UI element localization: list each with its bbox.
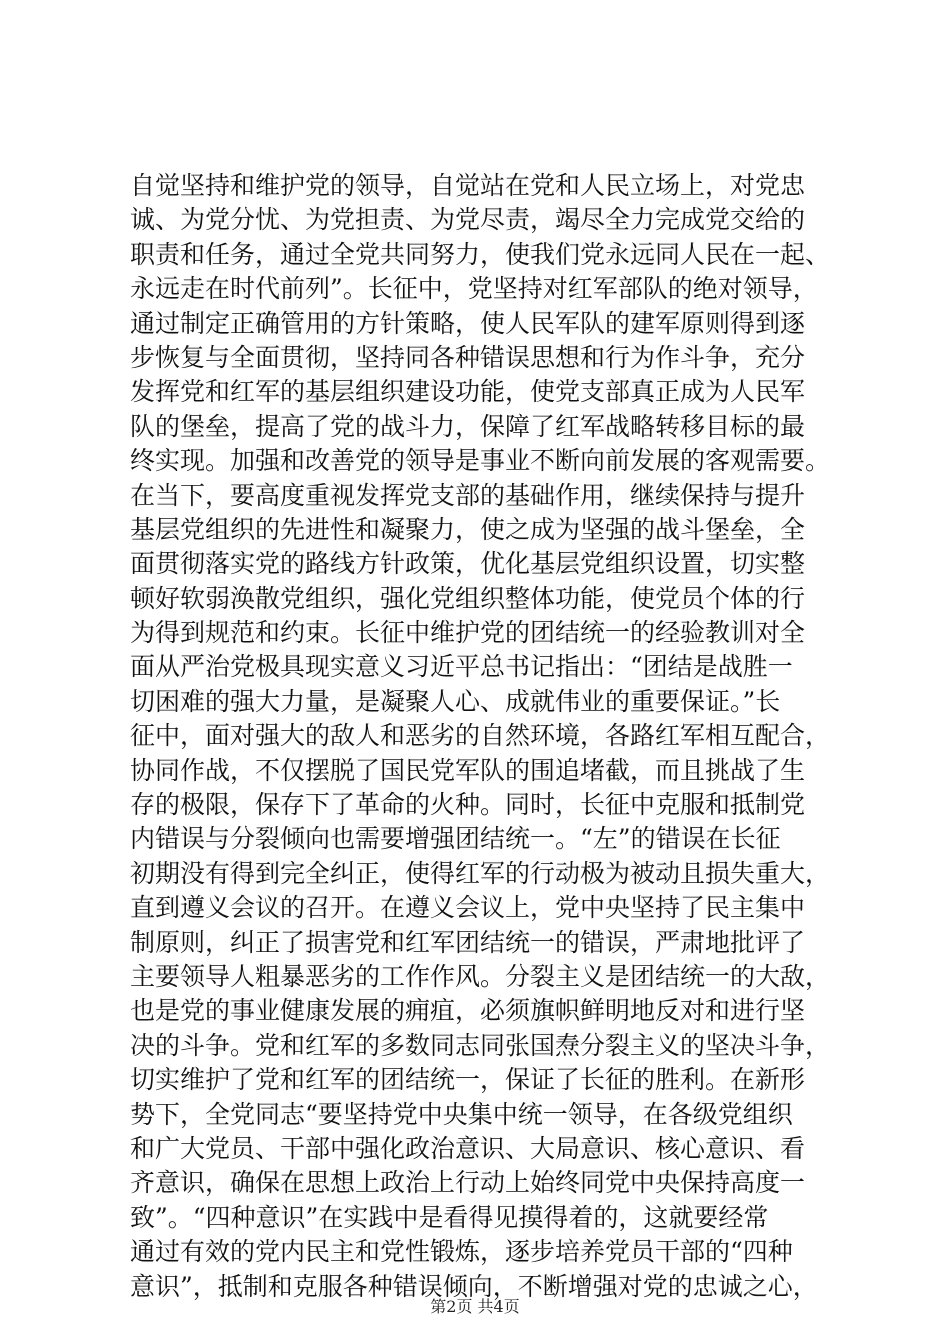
text-line: 势下，全党同志“要坚持党中央集中统一领导，在各级党组织 [130,1099,793,1129]
text-line: 基层党组织的先进性和凝聚力，使之成为坚强的战斗堡垒，全 [130,514,806,544]
text-line: 诚、为党分忧、为党担责、为党尽责，竭尽全力完成党交给的 [130,205,806,235]
text-line: 征中，面对强大的敌人和恶劣的自然环境，各路红军相互配合， [130,721,831,751]
text-line: 致”。“四种意识”在实践中是看得见摸得着的，这就要经常 [130,1202,769,1232]
text-line: 在当下，要高度重视发挥党支部的基础作用，继续保持与提升 [130,480,806,510]
text-line: 队的堡垒，提高了党的战斗力，保障了红军战略转移目标的最 [130,411,806,441]
body-text [130,169,850,1304]
text-line: 决的斗争。党和红军的多数同志同张国焘分裂主义的坚决斗争， [130,1030,831,1060]
text-line: 制原则，纠正了损害党和红军团结统一的错误，严肃地批评了 [130,927,806,957]
text-line: 内错误与分裂倾向也需要增强团结统一。“左”的错误在长征 [130,824,781,854]
text-line: 切实维护了党和红军的团结统一，保证了长征的胜利。在新形 [130,1065,806,1095]
text-line: 永远走在时代前列”。长征中，党坚持对红军部队的绝对领导， [130,274,818,304]
text-line: 步恢复与全面贯彻，坚持同各种错误思想和行为作斗争，充分 [130,342,806,372]
text-line: 意识”，抵制和克服各种错误倾向，不断增强对党的忠诚之心， [130,1271,818,1301]
text-line: 切困难的强大力量，是凝聚人心、成就伟业的重要保证。”长 [130,686,781,716]
text-line: 通过制定正确管用的方针策略，使人民军队的建军原则得到逐 [130,308,806,338]
page-footer: 第2页 共4页 [430,1297,520,1316]
text-line: 也是党的事业健康发展的痈疽，必须旗帜鲜明地反对和进行坚 [130,996,806,1026]
text-line: 和广大党员、干部中强化政治意识、大局意识、核心意识、看 [130,1133,806,1163]
text-line: 自觉坚持和维护党的领导，自觉站在党和人民立场上，对党忠 [130,171,806,200]
text-line: 通过有效的党内民主和党性锻炼，逐步培养党员干部的“四种 [130,1237,793,1267]
text-line: 顿好软弱涣散党组织，强化党组织整体功能，使党员个体的行 [130,583,806,613]
text-line: 齐意识，确保在思想上政治上行动上始终同党中央保持高度一 [130,1168,806,1198]
text-line: 发挥党和红军的基层组织建设功能，使党支部真正成为人民军 [130,377,806,407]
text-line: 面贯彻落实党的路线方针政策，优化基层党组织设置，切实整 [130,549,806,579]
text-line: 为得到规范和约束。长征中维护党的团结统一的经验教训对全 [130,618,806,648]
text-line: 协同作战，不仅摆脱了国民党军队的围追堵截，而且挑战了生 [130,755,806,785]
text-line: 终实现。加强和改善党的领导是事业不断向前发展的客观需要。 [130,446,831,476]
text-line: 存的极限，保存下了革命的火种。同时，长征中克服和抵制党 [130,790,806,820]
text-line: 面从严治党极具现实意义习近平总书记指出：“团结是战胜一 [130,652,793,682]
text-line: 主要领导人粗暴恶劣的工作作风。分裂主义是团结统一的大敌， [130,961,831,991]
text-line: 初期没有得到完全纠正，使得红军的行动极为被动且损失重大， [130,858,831,888]
text-line: 职责和任务，通过全党共同努力，使我们党永远同人民在一起、 [130,239,831,269]
text-line: 直到遵义会议的召开。在遵义会议上，党中央坚持了民主集中 [130,893,806,923]
